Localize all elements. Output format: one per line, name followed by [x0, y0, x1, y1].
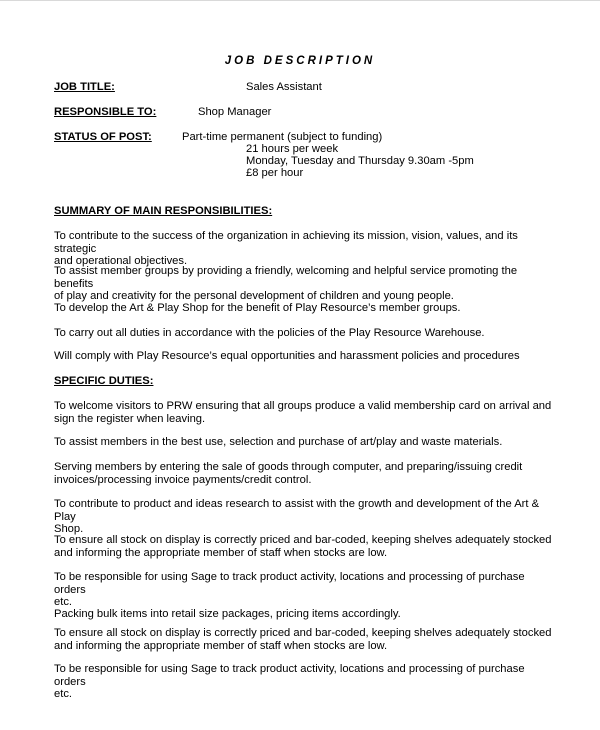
duty-item [54, 663, 554, 701]
document-title: JOB DESCRIPTION [224, 55, 376, 67]
text-line: invoices/processing invoice payments/credit control. [54, 473, 312, 486]
text-line: To contribute to the success of the organization in achieving its mission, vision, values, and its strategic [54, 230, 518, 255]
duty-item [54, 627, 554, 652]
duty-item [54, 498, 554, 536]
text-line: and informing the appropriate member of staff when stocks are low. [54, 639, 388, 652]
text-line: Packing bulk items into retail size packages, pricing items accordingly. [54, 608, 401, 620]
text-line: To assist member groups by providing a friendly, welcoming and helpful service promoting the benefits [54, 265, 518, 290]
text-line: sign the register when leaving. [54, 412, 206, 425]
text-line: Shop. [54, 523, 84, 536]
text-line: To contribute to product and ideas research to assist with the growth and development of the Art & Play [54, 498, 540, 523]
text-line: To be responsible for using Sage to track product activity, locations and processing of purchase orders [54, 663, 525, 688]
responsible-to-value: Shop Manager [198, 106, 272, 118]
text-line: To develop the Art & Play Shop for the benefit of Play Resource’s member groups. [54, 302, 461, 314]
status-line: £8 per hour [246, 167, 304, 179]
text-line: To welcome visitors to PRW ensuring that all groups produce a valid membership card on arrival and [54, 400, 552, 412]
status-line: 21 hours per week [246, 143, 339, 155]
text-line: and informing the appropriate member of staff when stocks are low. [54, 546, 388, 559]
summary-item [54, 350, 554, 363]
text-line: To be responsible for using Sage to track product activity, locations and processing of purchase orders [54, 571, 525, 596]
status-of-post-label: STATUS OF POST: [54, 131, 152, 143]
duty-item [54, 436, 554, 449]
text-line: To assist members in the best use, selection and purchase of art/play and waste materials. [54, 436, 503, 448]
summary-item [54, 302, 554, 315]
summary-item [54, 265, 554, 303]
text-line: of play and creativity for the personal development of children and young people. [54, 290, 454, 303]
specific-duties-heading: SPECIFIC DUTIES: [54, 375, 154, 387]
duty-item [54, 461, 554, 486]
text-line: To carry out all duties in accordance with the policies of the Play Resource Warehouse. [54, 327, 485, 339]
text-line: To ensure all stock on display is correctly priced and bar-coded, keeping shelves adequately stocked [54, 534, 552, 546]
text-line: To ensure all stock on display is correctly priced and bar-coded, keeping shelves adequately stocked [54, 627, 552, 639]
summary-item [54, 327, 554, 340]
text-line: Will comply with Play Resource’s equal opportunities and harassment policies and procedures [54, 350, 520, 362]
status-line: Monday, Tuesday and Thursday 9.30am -5pm [246, 155, 474, 167]
job-title-value: Sales Assistant [246, 81, 322, 93]
top-divider [0, 0, 600, 1]
summary-heading: SUMMARY OF MAIN RESPONSIBILITIES: [54, 205, 273, 217]
text-line: Serving members by entering the sale of goods through computer, and preparing/issuing credit [54, 461, 523, 473]
status-line: Part-time permanent (subject to funding) [182, 131, 383, 143]
duty-item [54, 608, 554, 621]
responsible-to-label: RESPONSIBLE TO: [54, 106, 157, 118]
duty-item [54, 400, 554, 425]
duty-item [54, 534, 554, 559]
duty-item [54, 571, 554, 609]
text-line: and operational objectives. [54, 255, 188, 268]
job-title-label: JOB TITLE: [54, 81, 115, 93]
text-line: etc. [54, 688, 73, 701]
summary-item [54, 230, 554, 268]
text-line: etc. [54, 596, 73, 609]
